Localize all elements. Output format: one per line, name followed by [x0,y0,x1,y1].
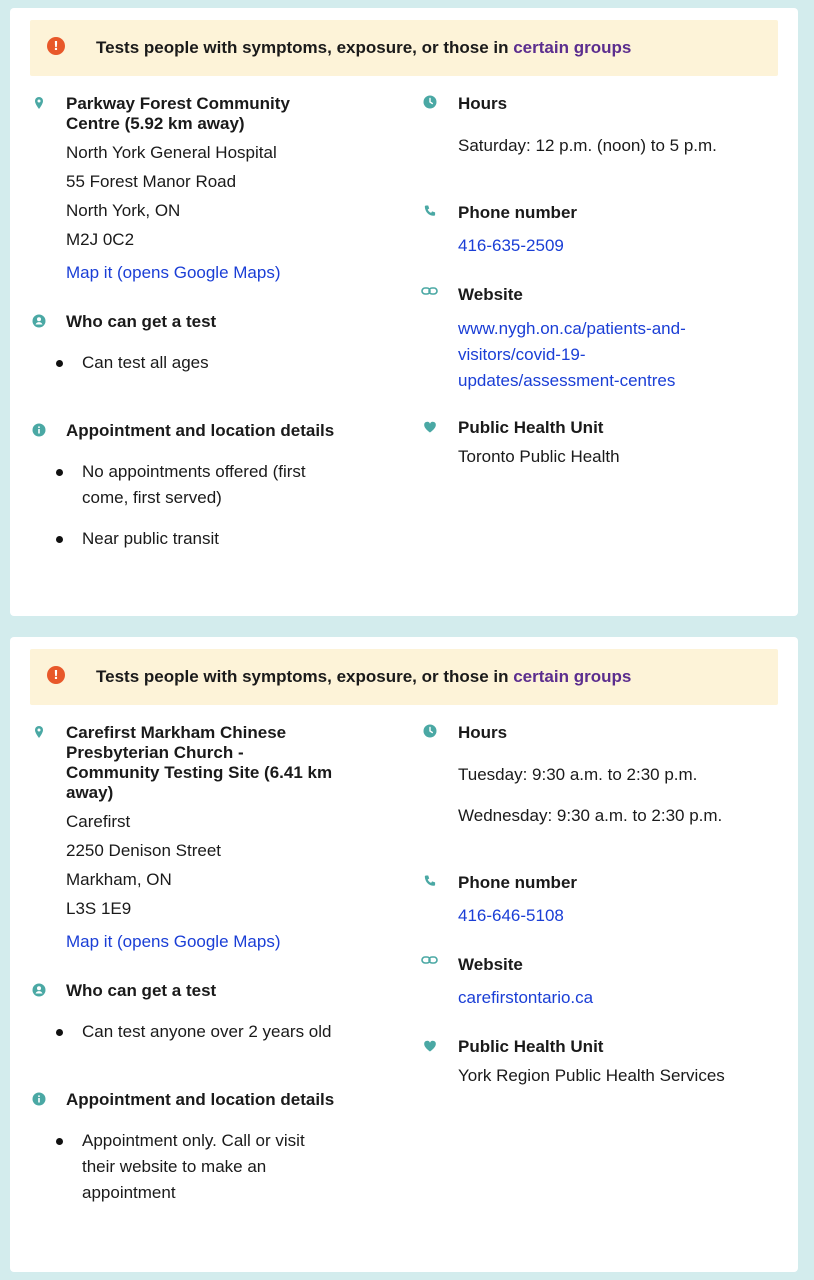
list-item: No appointments offered (first come, first served) [56,459,386,515]
certain-groups-link[interactable]: certain groups [513,38,632,57]
phone-heading: Phone number [458,203,578,222]
eligibility-banner [30,20,778,76]
bullet [56,1029,63,1036]
phone-icon [423,204,437,218]
website-heading: Website [458,955,523,974]
clock-icon [423,95,437,109]
who-can-get-test-heading: Who can get a test [66,312,217,331]
who-can-get-test-heading: Who can get a test [66,981,217,1000]
list-item: Appointment only. Call or visit their website to make an appointment [56,1128,386,1210]
map-link[interactable]: Map it (opens Google Maps) [66,263,281,282]
banner-text: Tests people with symptoms, exposure, or those in certain groups [96,38,632,57]
city-province: North York, ON [66,201,181,220]
hours-heading: Hours [458,723,508,742]
hours-heading: Hours [458,94,508,113]
location-pin-icon [32,725,46,739]
link-icon [421,953,438,967]
organization-name: Carefirst [66,812,131,831]
phone-heading: Phone number [458,873,578,892]
person-icon [32,983,46,997]
bullet [56,469,63,476]
phone-link[interactable]: 416-635-2509 [458,236,564,255]
link-icon [421,284,438,298]
banner-text: Tests people with symptoms, exposure, or those in certain groups [96,667,632,686]
list-item: Can test all ages [56,350,386,380]
hours-entry: Saturday: 12 p.m. (noon) to 5 p.m. [458,136,717,155]
eligibility-banner [30,649,778,705]
website-link[interactable]: carefirstontario.ca [458,988,594,1007]
appointment-details-heading: Appointment and location details [66,421,335,440]
map-link[interactable]: Map it (opens Google Maps) [66,932,281,951]
phone-link[interactable]: 416-646-5108 [458,906,564,925]
health-unit-heading: Public Health Unit [458,1037,604,1056]
location-card [10,637,798,1272]
postal-code: M2J 0C2 [66,230,135,249]
health-unit-value: Toronto Public Health [458,447,620,466]
appointment-details-heading: Appointment and location details [66,1090,335,1109]
heart-icon [423,1039,437,1053]
street-address: 2250 Denison Street [66,841,221,860]
location-title: Carefirst Markham Chinese Presbyterian Church - Community Testing Site (6.41 km away) [66,723,333,802]
city-province: Markham, ON [66,870,172,889]
location-title: Parkway Forest Community Centre (5.92 km away) [66,94,290,133]
info-icon [32,1092,46,1106]
clock-icon [423,724,437,738]
health-unit-heading: Public Health Unit [458,418,604,437]
hours-entry: Wednesday: 9:30 a.m. to 2:30 p.m. [458,806,723,825]
list-item: Can test anyone over 2 years old [56,1019,386,1049]
location-pin-icon [32,96,46,110]
website-heading: Website [458,285,523,304]
person-icon [32,314,46,328]
phone-icon [423,874,437,888]
certain-groups-link[interactable]: certain groups [513,667,632,686]
warning-icon: ! [47,37,65,55]
bullet [56,360,63,367]
website-link[interactable]: www.nygh.on.ca/patients-and- visitors/covid-19- updates/assessment-centres [458,319,686,390]
health-unit-value: York Region Public Health Services [458,1066,725,1085]
location-card [10,8,798,616]
heart-icon [423,420,437,434]
street-address: 55 Forest Manor Road [66,172,237,191]
bullet [56,536,63,543]
warning-icon: ! [47,666,65,684]
list-item: Near public transit [56,526,386,556]
postal-code: L3S 1E9 [66,899,132,918]
organization-name: North York General Hospital [66,143,277,162]
bullet [56,1138,63,1145]
info-icon [32,423,46,437]
hours-entry: Tuesday: 9:30 a.m. to 2:30 p.m. [458,765,698,784]
